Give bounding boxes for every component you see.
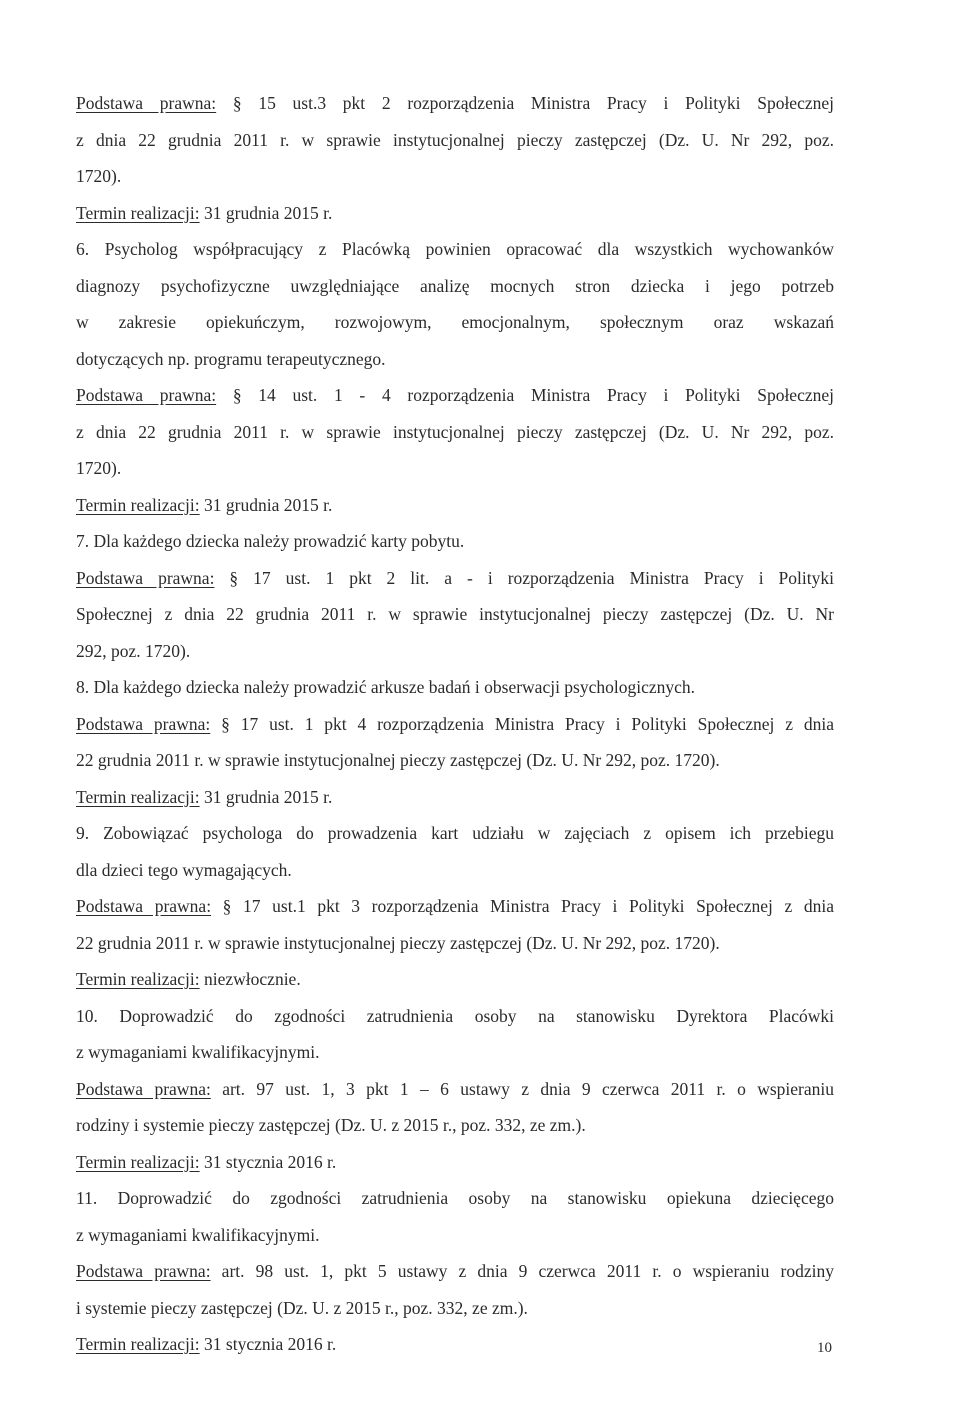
text-line	[76, 487, 834, 524]
line-text: 11. Doprowadzić do zgodności zatrudnienia osoby na stanowisku opiekuna dziecięcego	[76, 1188, 834, 1208]
line-text: 31 stycznia 2016 r.	[199, 1334, 337, 1354]
section-label: Podstawa prawna:	[76, 896, 212, 916]
text-line	[76, 888, 834, 925]
text-line	[76, 341, 834, 378]
text-line	[76, 706, 834, 743]
line-text: § 14 ust. 1 - 4 rozporządzenia Ministra Pracy i Polityki Społecznej	[216, 385, 834, 405]
line-text: 7. Dla każdego dziecka należy prowadzić karty pobytu.	[76, 531, 465, 551]
line-text: 31 stycznia 2016 r.	[199, 1151, 337, 1172]
text-line	[76, 450, 834, 487]
section-label: Podstawa prawna:	[76, 567, 215, 588]
section-label: Podstawa prawna:	[76, 93, 217, 113]
section-label: Termin realizacji:	[76, 786, 200, 807]
line-text: diagnozy psychofizyczne uwzględniające analizę mocnych stron dziecka i jego potrzeb	[76, 275, 834, 296]
text-line	[76, 961, 834, 998]
section-label: Termin realizacji:	[76, 494, 200, 515]
text-line	[76, 852, 834, 889]
text-line	[76, 1290, 834, 1327]
line-text: z dnia 22 grudnia 2011 r. w sprawie instytucjonalnej pieczy zastępczej (Dz. U. Nr 292, poz.	[76, 421, 834, 442]
text-line	[76, 1253, 834, 1290]
text-line	[76, 1180, 834, 1217]
line-text: art. 98 ust. 1, pkt 5 ustawy z dnia 9 czerwca 2011 r. o wspieraniu rodziny	[210, 1261, 834, 1281]
text-line	[76, 1034, 834, 1071]
text-line	[76, 742, 834, 779]
line-text: 22 grudnia 2011 r. w sprawie instytucjonalnej pieczy zastępczej (Dz. U. Nr 292, poz. 1720).	[76, 932, 720, 953]
text-line	[76, 998, 834, 1035]
text-line	[76, 122, 834, 159]
line-text: 1720).	[76, 166, 122, 186]
line-text: Społecznej z dnia 22 grudnia 2011 r. w sprawie instytucjonalnej pieczy zastępczej (Dz. U. Nr	[76, 604, 834, 624]
line-text: 31 grudnia 2015 r.	[199, 494, 333, 515]
line-text: § 17 ust. 1 pkt 4 rozporządzenia Ministra Pracy i Polityki Społecznej z dnia	[210, 713, 834, 734]
section-label: Termin realizacji:	[76, 1334, 200, 1354]
section-label: Termin realizacji:	[76, 969, 200, 989]
section-label: Termin realizacji:	[76, 1151, 200, 1172]
line-text: § 17 ust.1 pkt 3 rozporządzenia Ministra Pracy i Polityki Społecznej z dnia	[211, 896, 834, 916]
text-line	[76, 268, 834, 305]
text-line	[76, 304, 834, 341]
line-text: dotyczących np. programu terapeutycznego.	[76, 348, 386, 369]
line-text: 9. Zobowiązać psychologa do prowadzenia kart udziału w zajęciach z opisem ich przebiegu	[76, 823, 834, 843]
section-label: Termin realizacji:	[76, 202, 200, 223]
text-line	[76, 231, 834, 268]
page-number: 10	[817, 1340, 832, 1356]
line-text: z wymaganiami kwalifikacyjnymi.	[76, 1042, 320, 1062]
line-text: i systemie pieczy zastępczej (Dz. U. z 2015 r., poz. 332, ze zm.).	[76, 1297, 528, 1318]
text-line	[76, 669, 834, 706]
line-text: niezwłocznie.	[199, 969, 301, 989]
line-text: 6. Psycholog współpracujący z Placówką powinien opracować dla wszystkich wychowanków	[76, 239, 834, 259]
line-text: 1720).	[76, 458, 122, 478]
line-text: 22 grudnia 2011 r. w sprawie instytucjonalnej pieczy zastępczej (Dz. U. Nr 292, poz. 1720).	[76, 750, 720, 770]
text-line	[76, 1326, 834, 1363]
document-body	[76, 85, 834, 1363]
text-line	[76, 815, 834, 852]
text-line	[76, 1217, 834, 1254]
text-line	[76, 195, 834, 232]
text-line	[76, 560, 834, 597]
text-line	[76, 925, 834, 962]
text-line	[76, 1071, 834, 1108]
text-line	[76, 377, 834, 414]
text-line	[76, 596, 834, 633]
line-text: § 17 ust. 1 pkt 2 lit. a - i rozporządzenia Ministra Pracy i Polityki	[214, 567, 834, 588]
text-line	[76, 523, 834, 560]
line-text: 8. Dla każdego dziecka należy prowadzić arkusze badań i obserwacji psychologicznych.	[76, 677, 696, 697]
line-text: z wymaganiami kwalifikacyjnymi.	[76, 1224, 320, 1245]
line-text: z dnia 22 grudnia 2011 r. w sprawie instytucjonalnej pieczy zastępczej (Dz. U. Nr 292, poz.	[76, 129, 834, 150]
section-label: Podstawa prawna:	[76, 385, 217, 405]
line-text: 292, poz. 1720).	[76, 640, 191, 661]
text-line	[76, 779, 834, 816]
line-text: art. 97 ust. 1, 3 pkt 1 – 6 ustawy z dnia 9 czerwca 2011 r. o wspieraniu	[210, 1078, 834, 1099]
text-line	[76, 85, 834, 122]
line-text: 31 grudnia 2015 r.	[199, 786, 333, 807]
line-text: § 15 ust.3 pkt 2 rozporządzenia Ministra Pracy i Polityki Społecznej	[216, 93, 834, 113]
section-label: Podstawa prawna:	[76, 1078, 211, 1099]
text-line	[76, 158, 834, 195]
text-line	[76, 1144, 834, 1181]
line-text: dla dzieci tego wymagających.	[76, 859, 292, 880]
text-line	[76, 633, 834, 670]
line-text: rodziny i systemie pieczy zastępczej (Dz. U. z 2015 r., poz. 332, ze zm.).	[76, 1115, 586, 1135]
section-label: Podstawa prawna:	[76, 713, 211, 734]
text-line	[76, 1107, 834, 1144]
line-text: w zakresie opiekuńczym, rozwojowym, emocjonalnym, społecznym oraz wskazań	[76, 312, 834, 332]
line-text: 31 grudnia 2015 r.	[199, 202, 333, 223]
section-label: Podstawa prawna:	[76, 1261, 211, 1281]
line-text: 10. Doprowadzić do zgodności zatrudnienia osoby na stanowisku Dyrektora Placówki	[76, 1005, 834, 1026]
text-line	[76, 414, 834, 451]
